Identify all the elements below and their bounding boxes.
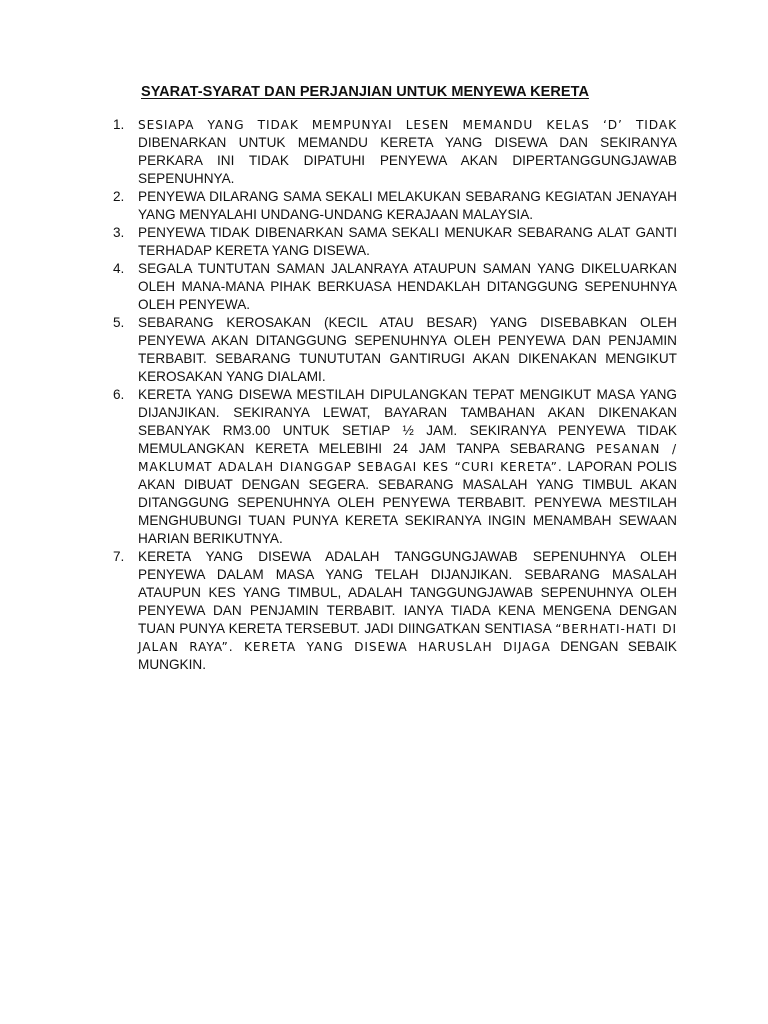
term-number: 1.	[113, 117, 125, 132]
term-text-segment: “BERHATI-HATI DI JALAN RAYA”. KERETA YANG DISEWA HARUSLAH DIJAGA	[138, 622, 677, 654]
term-text-segment: DIBENARKAN UNTUK MEMANDU KERETA YANG DISEWA DAN SEKIRANYA PERKARA INI TIDAK DIPATUHI PENYEWA AKAN DIPERTANGGUNGJAWAB SEPENUHNYA.	[138, 135, 677, 186]
term-item	[113, 548, 677, 674]
term-text-segment: LAPORAN POLIS AKAN DIBUAT DENGAN SEGERA. SEBARANG MASALAH YANG TIMBUL AKAN DITANGGUNG SEPENUHNYA OLEH PENYEWA TERBABIT. PENYEWA MESTILAH MENGHUBUNGI TUAN PUNYA KERETA SEKIRANYA INGIN MENAMBAH SEWAAN HARIAN BERIKUTNYA.	[138, 459, 677, 546]
term-text	[138, 116, 677, 188]
term-item	[113, 116, 677, 188]
term-text: SEGALA TUNTUTAN SAMAN JALANRAYA ATAUPUN SAMAN YANG DIKELUARKAN OLEH MANA-MANA PIHAK BERKUASA HENDAKLAH DITANGGUNG SEPENUHNYA OLEH PENYEWA.	[138, 261, 677, 312]
term-item	[113, 386, 677, 548]
term-text	[138, 548, 677, 674]
term-text-segment: DENGAN SEBAIK MUNGKIN.	[138, 639, 677, 672]
term-number: 4.	[113, 261, 125, 276]
term-text: PENYEWA DILARANG SAMA SEKALI MELAKUKAN SEBARANG KEGIATAN JENAYAH YANG MENYALAHI UNDANG-UNDANG KERAJAAN MALAYSIA.	[138, 189, 677, 222]
term-text-segment: SESIAPA YANG TIDAK MEMPUNYAI LESEN MEMANDU KELAS ‘D’ TIDAK	[138, 118, 677, 132]
term-item	[113, 314, 677, 386]
term-item	[113, 260, 677, 314]
term-text: PENYEWA TIDAK DIBENARKAN SAMA SEKALI MENUKAR SEBARANG ALAT GANTI TERHADAP KERETA YANG DISEWA.	[138, 225, 677, 258]
term-text-segment: PESANAN / MAKLUMAT ADALAH DIANGGAP SEBAGAI KES “CURI KERETA”.	[138, 442, 677, 474]
term-number: 7.	[113, 549, 125, 564]
term-number: 3.	[113, 225, 125, 240]
term-text	[138, 386, 677, 548]
document-title: SYARAT-SYARAT DAN PERJANJIAN UNTUK MENYEWA KERETA	[141, 84, 589, 100]
term-item	[113, 188, 677, 224]
term-text: SEBARANG KEROSAKAN (KECIL ATAU BESAR) YANG DISEBABKAN OLEH PENYEWA AKAN DITANGGUNG SEPENUHNYA OLEH PENYEWA DAN PENJAMIN TERBABIT. SEBARANG TUNUTUTAN GANTIRUGI AKAN DIKENAKAN MENGIKUT KEROSAKAN YANG DIALAMI.	[138, 315, 677, 384]
term-text-segment: KERETA YANG DISEWA MESTILAH DIPULANGKAN TEPAT MENGIKUT MASA YANG DIJANJIKAN. SEKIRANYA LEWAT, BAYARAN TAMBAHAN AKAN DIKENAKAN SEBANYAK RM3.00 UNTUK SETIAP ½ JAM. SEKIRANYA PENYEWA TIDAK MEMULANGKAN KERETA MELEBIHI 24 JAM TANPA SEBARANG	[138, 387, 677, 456]
term-text-segment: KERETA YANG DISEWA ADALAH TANGGUNGJAWAB SEPENUHNYA OLEH PENYEWA DALAM MASA YANG TELAH DIJANJIKAN. SEBARANG MASALAH ATAUPUN KES YANG TIMBUL, ADALAH TANGGUNGJAWAB SEPENUHNYA OLEH PENYEWA DAN PENJAMIN TERBABIT. IANYA TIADA KENA MENGENA DENGAN TUAN PUNYA KERETA TERSEBUT. JADI DIINGATKAN SENTIASA	[138, 549, 677, 636]
term-number: 5.	[113, 315, 125, 330]
term-item	[113, 224, 677, 260]
terms-list	[113, 116, 677, 674]
term-number: 2.	[113, 189, 125, 204]
term-number: 6.	[113, 387, 125, 402]
